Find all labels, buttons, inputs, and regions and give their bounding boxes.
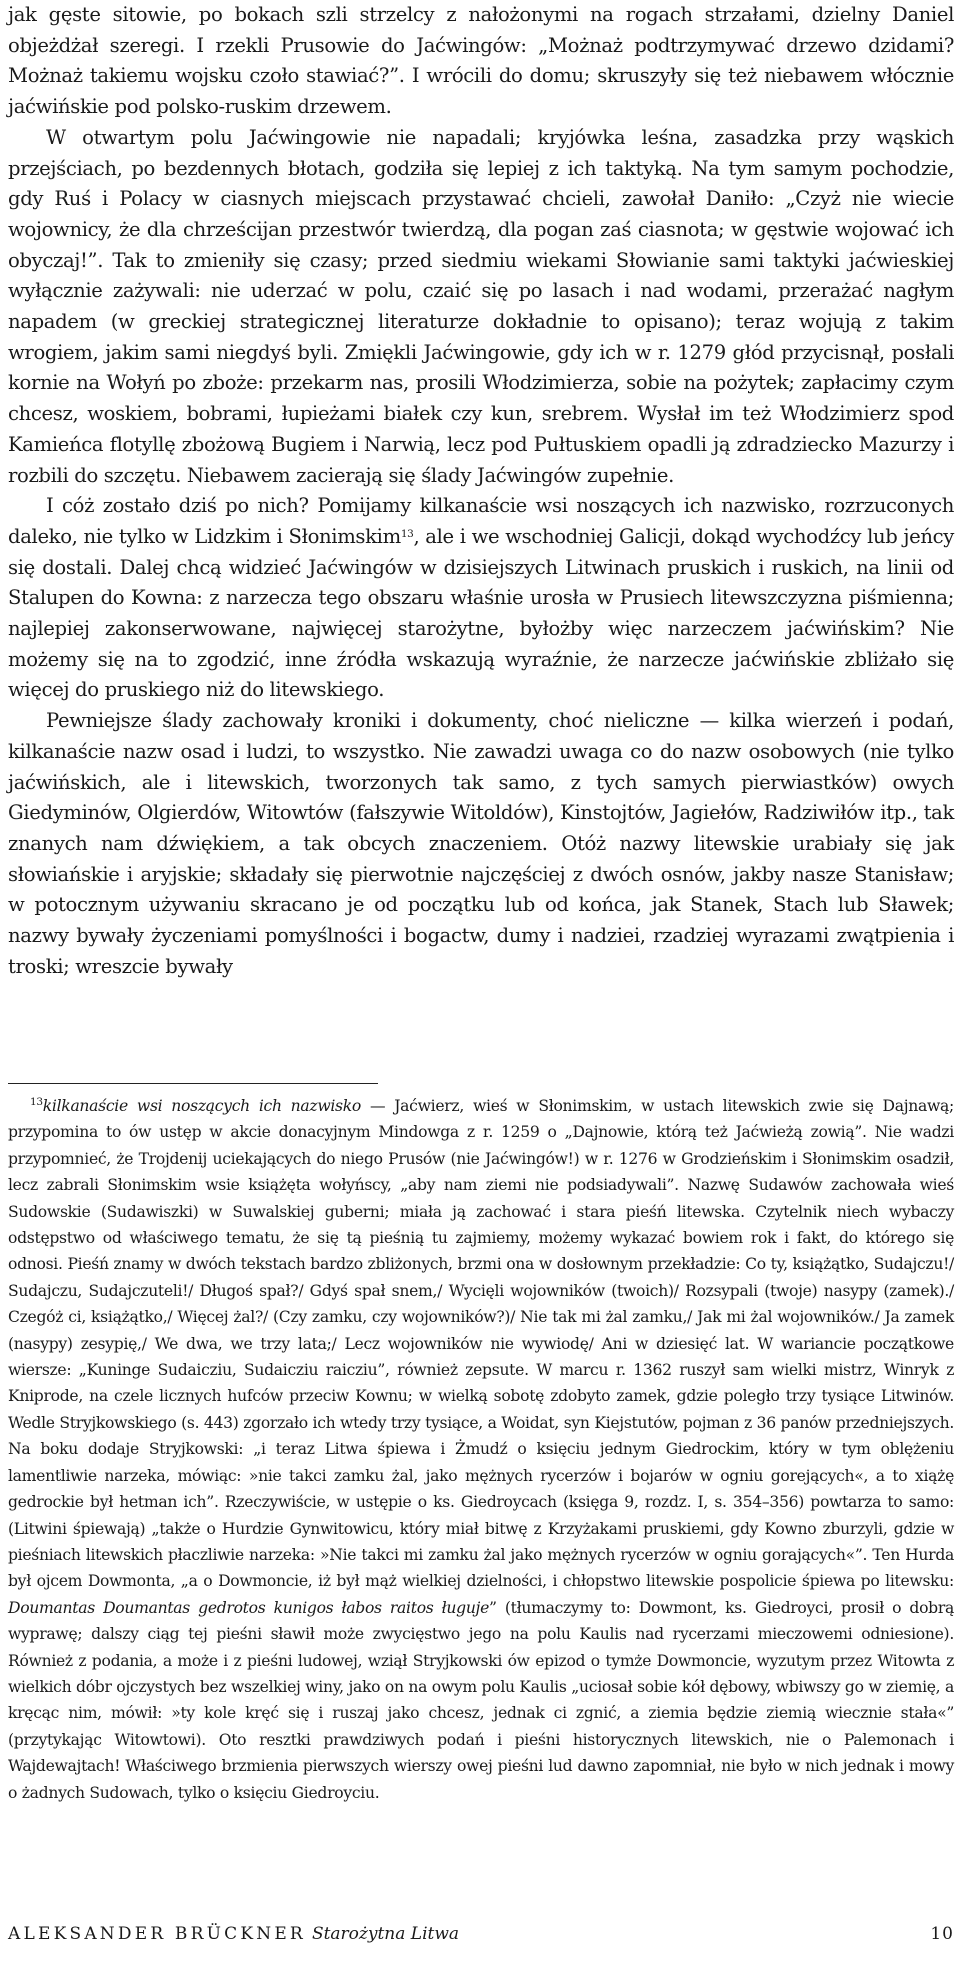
page-footer: [8, 1918, 954, 1950]
main-text: [8, 0, 954, 983]
page-number: 10: [930, 1924, 954, 1944]
paragraph-1: jak gęste sitowie, po bokach szli strzelcy z nałożonymi na rogach strzałami, dzielny Daniel objeżdżał szeregi. I rzekli Prusowie do Jaćwingów: „Możnaż podtrzymywać drzewo dzidami? Możnaż takiemu wojsku czoło stawiać?”. I wrócili do domu; skruszyły się też niebawem włócznie jaćwińskie pod polsko-ruskim drzewem.: [8, 3, 954, 119]
footnote-lemma: kilkanaście wsi noszących ich nazwisko: [42, 1097, 361, 1115]
footnote-separator: [8, 1083, 378, 1084]
paragraph-4: Pewniejsze ślady zachowały kroniki i dokumenty, choć nieliczne — kilka wierzeń i podań, kilkanaście nazw osad i ludzi, to wszystko. Nie zawadzi uwaga co do nazw osobowych (nie tylko jaćwińskich, ale i litewskich, tworzonych tak samo, z tych samych pierwiastków) owych Giedyminów, Olgierdów, Witowtów (fałszywie Witoldów), Kinstojtów, Jagiełów, Radziwiłów itp., tak znanych nam dźwiękiem, a tak obcych znaczeniem. Otóż nazwy litewskie urabiały się jak słowiańskie i aryjskie; składały się pierwotnie najczęściej z dwóch osnów, jakby nasze Stanisław; w potocznym używaniu skracano je od początku lub od końca, jak Stanek, Stach lub Sławek; nazwy bywały życzeniami pomyślności i bogactw, dumy i nadziei, rzadziej wyrazami zwątpienia i troski; wreszcie bywały: [8, 709, 954, 978]
footnotes: [8, 1093, 954, 1806]
footnote-13: [8, 1093, 954, 1806]
paragraph-3-end: , ale i we wschodniej Galicji, dokąd wychodźcy lub jeńcy się dostali. Dalej chcą widzieć Jaćwingów w dzisiejszych Litwinach pruskich i ruskich, na linii od Stalupen do Kowna: z narzecza tego obszaru właśnie urosła w Prusiech litewszczyzna piśmienna; najlepiej zakonserwowane, najwięcej starożytne, byłożby więc narzeczem jaćwińskim? Nie możemy się na to zgodzić, inne źródła wskazują wyraźnie, że narzecze jaćwińskie zbliżało się więcej do pruskiego niż do litewskiego.: [8, 524, 954, 702]
paragraph-3: [8, 491, 954, 706]
paragraph-2: W otwartym polu Jaćwingowie nie napadali; kryjówka leśna, zasadzka przy wąskich przejściach, po bezdennych błotach, godziła się lepiej z ich taktyką. Na tym samym pochodzie, gdy Ruś i Polacy w ciasnych miejscach przystawać chcieli, zawołał Daniło: „Czyż nie wiecie wojownicy, że dla chrześcijan przestwór twierdzą, dla pogan zaś ciasnota; w gęstwie wojować ich obyczaj!”. Tak to zmieniły się czasy; przed siedmiu wiekami Słowianie sami taktyki jaćwieskiej wyłącznie zażywali: nie uderzać w polu, czaić się po lasach i nad wodami, przerażać nagłym napadem (w greckiej strategicznej literaturze dokładnie to opisano); teraz wojują z takim wrogiem, jakim sami niegdyś byli. Zmiękli Jaćwingowie, gdy ich w r. 1279 głód przycisnął, posłali kornie na Wołyń po zboże: przekarm nas, prosili Włodzimierza, sobie na pożytek; zapłacimy czym chcesz, woskiem, bobrami, łupieżami białek czy kun, srebrem. Wysłał im też Włodzimierz spod Kamieńca flotyllę zbożową Bugiem i Narwią, lecz pod Pułtuskiem opadli ją zdradziecko Mazurzy i rozbili do szczętu. Niebawem zacierają się ślady Jaćwingów zupełnie.: [8, 125, 954, 487]
paragraph-3-start: I cóż zostało dziś po nich? Pomijamy kilkanaście wsi noszących ich nazwisko, rozrzuconych daleko, nie tylko w Lidzkim i Słonimskim: [8, 494, 954, 548]
footer-author: ALEKSANDER BRÜCKNER: [8, 1924, 306, 1944]
footnote-text-part-1: — Jaćwierz, wieś w Słonimskim, w ustach litewskich zwie się Dajnawą; przypomina to ów ustęp w akcie donacyjnym Mindowga z r. 1259 o „Dajnowie, którą też Jaćwieżą zowią”. Nie wadzi przypomnieć, że Trojdenij uciekających do niego Prusów (nie Jaćwingów!) w r. 1276 w Grodzieńskim i Słonimskim osadził, lecz zabrali Słonimskim wsie książęta wołyńscy, „aby nam ziemi nie podsiadywali”. Nazwę Sudawów zachowała wieś Sudowskie (Sudawiszki) w Suwalskiej guberni; miała ją zachować i stara pieśń litewska. Czytelnik niech wybaczy odstępstwo od właściwego tematu, że się tą pieśnią tu zajmiemy, możemy wykazać bowiem rok i fakt, do którego się odnosi. Pieśń znamy w dwóch tekstach bardzo zbliżonych, brzmi ona w dosłownym przekładzie: Co ty, książątko, Sudajczu!/ Sudajczu, Sudajczuteli!/ Długoś spał?/ Gdyś spał snem,/ Wycięli wojowników (twoich)/ Rozsypali (twoje) nasypy (zamek)./ Czegóż ci, książątko,/ Więcej żal?/ (Czy zamku, czy wojowników?)/ Nie tak mi żal zamku,/ Jak mi żal wojowników./ Ja zamek (nasypy) zesypię,/ We dwa, we trzy lata;/ Lecz wojowników nie wywiodę/ Ani w dziesięć lat. W wariancie początkowe wiersze: „Kuninge Sudaicziu, Sudaicziu raicziu”, również zepsute. W marcu r. 1362 ruszył sam wielki mistrz, Winryk z Kniprode, na czele licznych hufców przeciw Kownu; w wielką sobotę zdobyto zamek, gdzie poległo trzy tysiące Litwinów. Wedle Stryjkowskiego (s. 443) zgorzało ich wtedy trzy tysiące, a Woidat, syn Kiejstutów, pojman z 36 panów przedniejszych. Na boku dodaje Stryjkowski: „i teraz Litwa śpiewa i Żmudź o księciu jednym Giedrockim, który w tym oblężeniu lamentliwie narzeka, mówiąc: »nie takci zamku żal, jako mężnych rycerzów i bojarów w ogniu gorejących«, a to xiążę gedrockie był hetman ich”. Rzeczywiście, w ustępie o ks. Giedroycach (księga 9, rozdz. I, s. 354–356) powtarza to samo: (Litwini śpiewają) „także o Hurdzie Gynwitowicu, który miał bitwę z Krzyżakami pruskiemi, gdy Kowno zburzyli, gdzie w pieśniach litewskich płaczliwie narzeka: »Nie takci mi zamku żal jako mężnych rycerzów w ogniu gorających«”. Ten Hurda był ojcem Dowmonta, „a o Dowmoncie, iż był mąż wielkiej dzielności, i chłopstwo litewskie pospolicie śpiewa po litewsku:: [8, 1097, 954, 1591]
footnote-lithuanian-quote: Doumantas Doumantas gedrotos kunigos łabos raitos ługuje: [8, 1598, 490, 1617]
footer-book-title: Starożytna Litwa: [311, 1924, 460, 1944]
footnote-text-part-2: ” (tłumaczymy to: Dowmont, ks. Giedroyci, prosił o dobrą wyprawę; dalszy ciąg tej pieśni sławił może zwycięstwo jego na polu Kaulis nad rycerzami mieczowemi odniesione). Również z podania, a może i z pieśni ludowej, wziął Stryjkowski ów epizod o tymże Dowmoncie, wyzutym przez Witowta z wielkich dóbr ojczystych bez wszelkiej winy, jako on na owym polu Kaulis „uciosał sobie kół dębowy, wbiwszy go w ziemię, a kręcąc nim, mówił: »ty kole kręć się i ruszaj jako chcesz, jednak ci zgnić, a ziemia będzie ziemią wiecznie stała«” (przytykając Witowtowi). Oto resztki prawdziwych podań i pieśni historycznych litewskich, nie o Palemonach i Wajdewajtach! Właściwego brzmienia pierwszych wierszy owej pieśni lud dawno zapomniał, nie było w nich jednak i mowy o żadnych Sudowach, tylko o księciu Giedroyciu.: [8, 1598, 954, 1802]
footnote-number: 13: [30, 1096, 43, 1109]
footnote-reference-13[interactable]: 13: [400, 528, 414, 541]
